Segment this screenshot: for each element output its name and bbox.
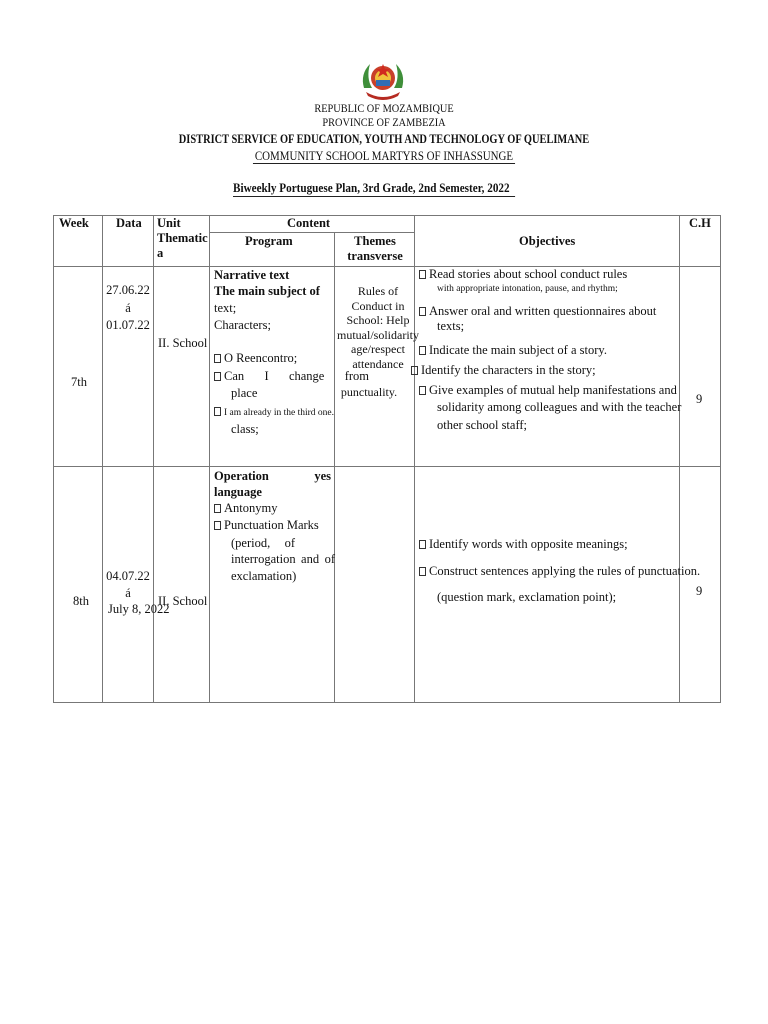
row1-obj4-text: Identify the characters in the story; [421,363,596,377]
table-border-right [720,215,721,703]
header-week: Week [59,216,89,230]
row1-obj3-text: Indicate the main subject of a story. [429,343,607,357]
table-border-unit [209,215,210,703]
bullet-icon [214,407,221,416]
row2-ch: 9 [696,584,703,598]
bullet-icon [419,386,426,395]
row2-program-heading1: Operation yes [214,469,331,483]
header-province: PROVINCE OF ZAMBEZIA [322,115,446,129]
header-program: Program [245,234,293,248]
bullet-icon [419,540,426,549]
row2-date-start: 04.07.22 [106,569,150,583]
row2-program-item1 [214,501,277,516]
row1-date-end: 01.07.22 [106,318,150,332]
row1-obj5b: solidarity among colleagues and with the teacher [437,400,682,414]
row1-program-b2a: Can I change from [224,369,369,383]
row1-program-b1: O Reencontro; [224,351,298,365]
plan-table [53,215,721,703]
row1-obj2b: texts; [437,319,465,333]
bullet-icon [214,504,221,513]
row2-program-item2 [214,518,319,533]
header-republic: REPUBLIC OF MOZAMBIQUE [314,101,454,115]
row1-date-start: 27.06.22 [106,283,150,297]
row1-program-heading2: The main subject of [214,284,320,298]
mozambique-emblem-icon [358,58,408,102]
bullet-icon [411,366,418,375]
row1-program-item1 [214,351,297,366]
row1-obj2a: Answer oral and written questionnaires about [429,304,657,318]
row1-obj1b: with appropriate intonation, pause, and rhythm; [437,284,618,294]
row1-obj5 [419,383,719,398]
row2-program-sub1: (period, of [231,536,295,550]
row1-date-sep: á [125,301,131,315]
plan-title: Biweekly Portuguese Plan, 3rd Grade, 2nd Semester, 2022 [233,180,515,197]
header-ch: C.H [689,216,711,230]
row1-program-b3b: class; [231,422,259,436]
row2-program-sub2: interrogation and of [231,552,335,566]
row1-obj1a: Read stories about school conduct rules [429,267,628,281]
row2-week: 8th [73,594,89,608]
row2-date-sep: á [125,586,131,600]
row1-obj1 [419,267,719,282]
bullet-icon [419,307,426,316]
header-objectives: Objectives [519,234,576,248]
row1-week: 7th [71,375,87,389]
row1-program-b3a: I am already in the third one. [224,408,335,418]
row2-program-sub3: exclamation) [231,569,297,583]
header-data: Data [116,216,142,230]
bullet-icon [214,354,221,363]
row1-obj5a: Give examples of mutual help manifestations and [429,383,677,397]
row1-objectives [419,267,719,433]
table-border-content-sub [210,232,414,233]
row2-unit: II. School [158,594,208,608]
bullet-icon [419,567,426,576]
row2-obj2 [419,564,719,579]
row2-obj2-text: Construct sentences applying the rules of punctuation. [429,564,701,578]
row1-themes: Rules of Conduct in School: Help mutual/solidarity age/respect attendance [337,284,419,371]
row1-ch: 9 [696,392,703,406]
bullet-icon [419,346,426,355]
header-district: DISTRICT SERVICE OF EDUCATION, YOUTH AND TECHNOLOGY OF QUELIMANE [178,131,590,146]
table-border-left [53,215,54,703]
row1-obj2 [419,304,719,319]
row1-program-item3 [214,406,334,421]
row2-program-b2: Punctuation Marks [224,518,319,532]
header-content: Content [287,216,331,230]
row2-program-heading2: language [214,485,262,499]
header-themes: Themes transverse [347,234,403,263]
table-border-data [153,215,154,703]
row2-obj1-text: Identify words with opposite meanings; [429,537,628,551]
row1-program-b2b: place [231,386,258,400]
row2-program-b1: Antonymy [224,501,278,515]
row1-themes-end: punctuality. [340,385,398,399]
row1-obj3 [419,343,719,358]
row1-program-line2: Characters; [214,318,271,332]
row1-unit: II. School [158,336,208,350]
row1-program-line1: text; [214,301,237,315]
bullet-icon [214,521,221,530]
header-school-text: COMMUNITY SCHOOL MARTYRS OF INHASSUNGE [254,148,514,163]
row2-obj1 [419,537,719,552]
bullet-icon [214,372,221,381]
table-border-program [334,232,335,703]
row2-obj3: (question mark, exclamation point); [437,590,617,604]
row2-date-end: July 8, 2022 [108,602,170,616]
row1-program-item2 [214,369,369,384]
row1-obj4 [411,363,719,378]
bullet-icon [419,270,426,279]
row1-program-heading1: Narrative text [214,268,290,282]
row2-objectives [419,537,719,605]
row1-obj5c: other school staff; [437,418,528,432]
header-school [61,148,706,164]
header-unit: Unit Thematic a [157,216,208,260]
